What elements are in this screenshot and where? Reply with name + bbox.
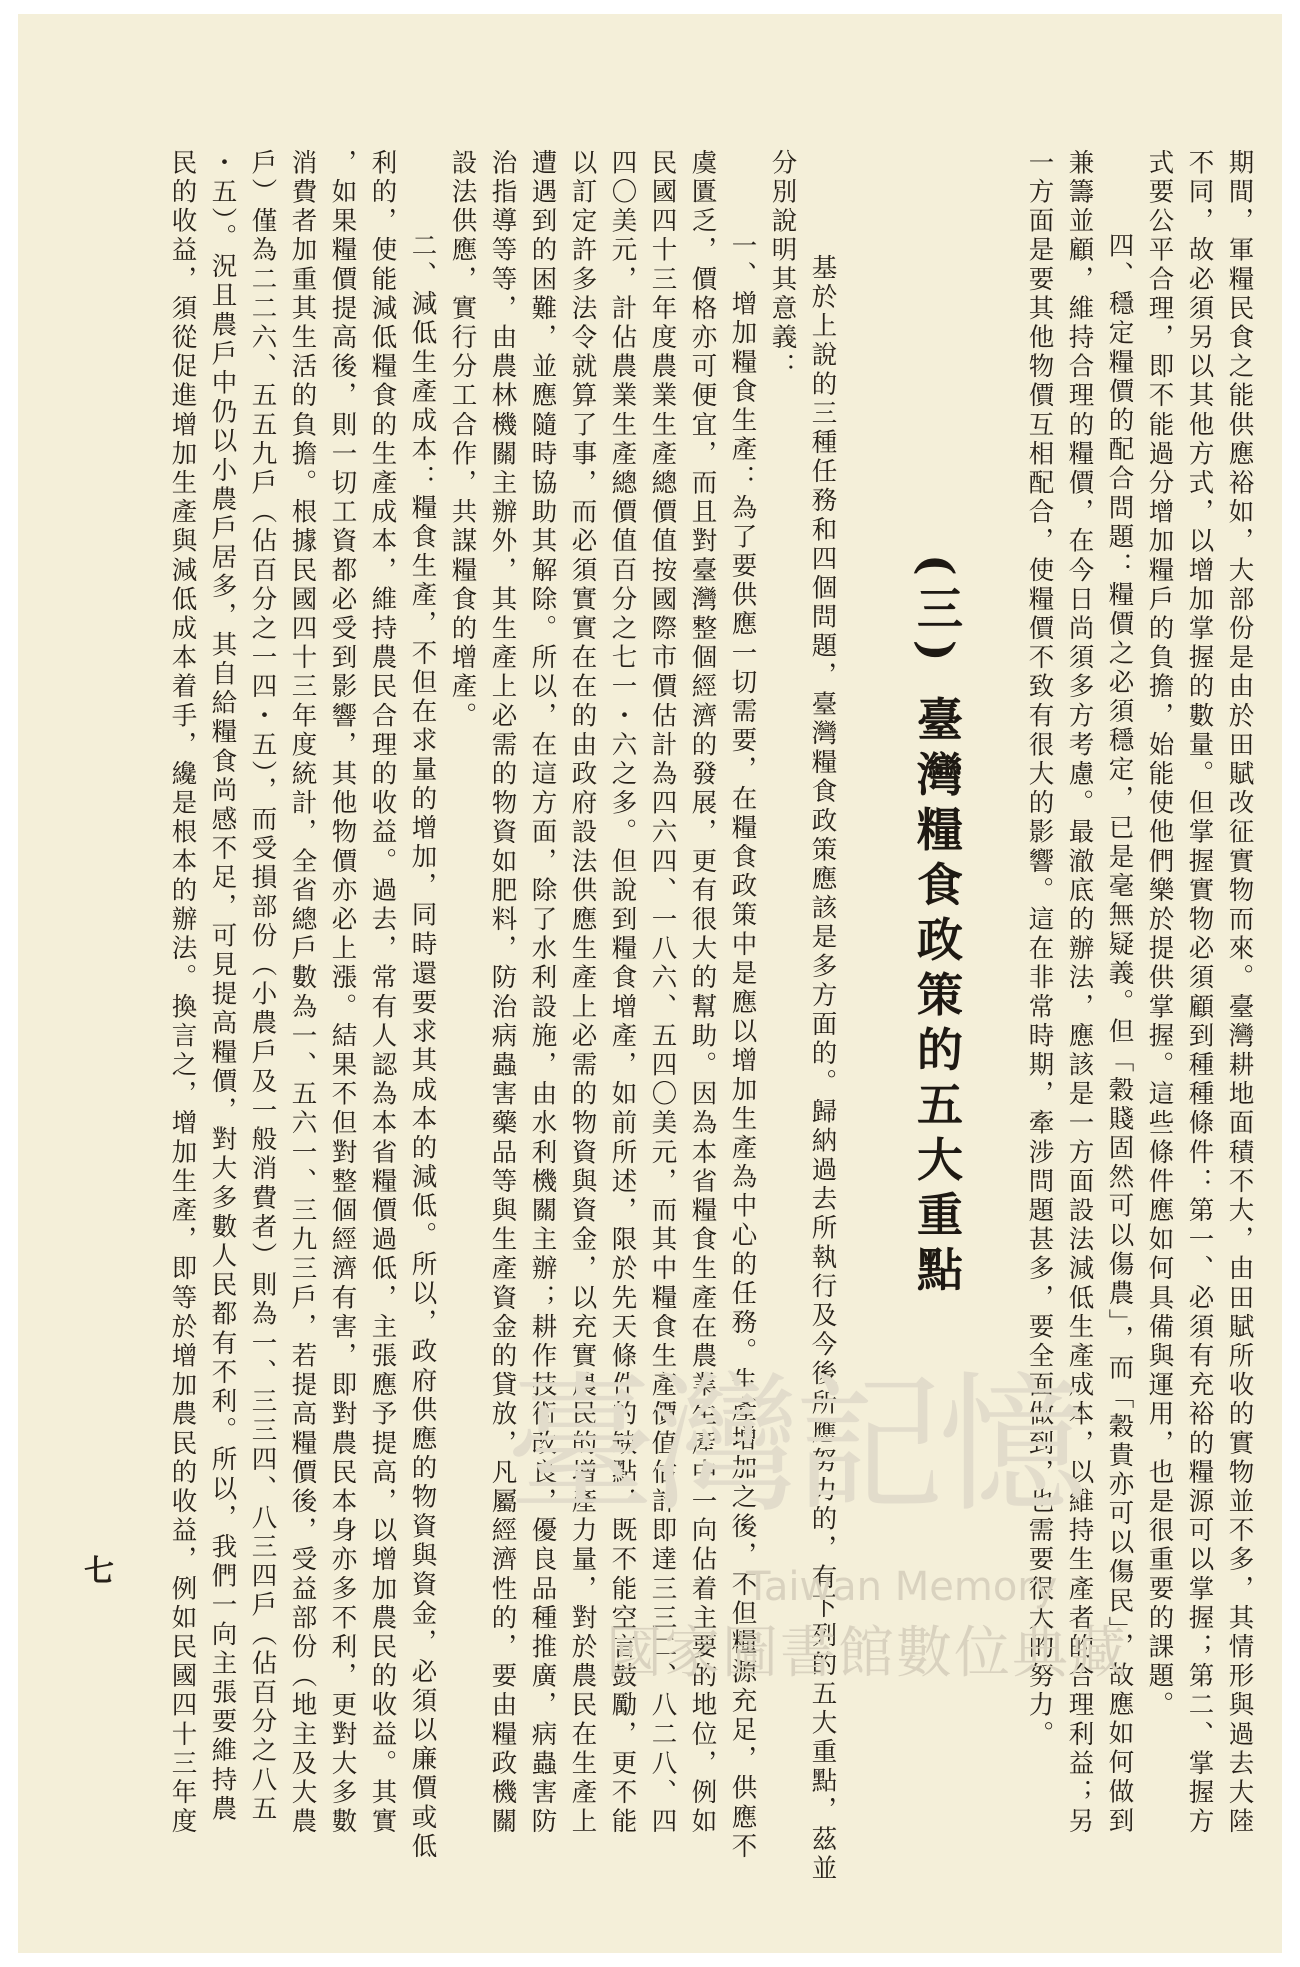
watermark-latin: Taiwan Memory — [746, 1564, 1058, 1610]
text-column: 利的，使能減低糧食的生產成本，維持農民合理的收益。過去，常有人認為本省糧價過低，主張應予提高，以增加農民的收益。其實 — [367, 149, 398, 1837]
text-column: 兼籌並顧，維持合理的糧價，在今日尚須多方考慮。最澈底的辦法，應該是一方面設法減低生產成本，以維持生產者的合理利益；另 — [1064, 149, 1095, 1837]
text-column: 戶）僅為二二六、五五九戶（佔百分之一四・五），而受損部份（小農戶及一般消費者）則為一、三三四、八三四戶（佔百分之八五 — [247, 149, 278, 1825]
text-column: 不同，故必須另以其他方式，以增加掌握的數量。但掌握實物必須顧到種種條件：第一、必須有充裕的糧源可以掌握；第二、掌握方 — [1184, 149, 1215, 1837]
text-column: 設法供應，實行分工合作，共謀糧食的增產。 — [447, 149, 478, 731]
text-column: 一方面是要其他物價互相配合，使糧價不致有很大的影響。這在非常時期，牽涉問題甚多，要全面做到，也需要很大的努力。 — [1024, 149, 1055, 1750]
text-column: 遭遇到的困難，並應隨時協助其解除。所以，在這方面，除了水利設施，由水利機關主辦；耕作技術改良，優良品種推廣，病蟲害防 — [527, 149, 558, 1837]
text-column: 以訂定許多法令就算了事，而必須實實在在的由政府設法供應生產上必需的物資與資金，以充實農民的增產力量，對於農民在生產上 — [567, 149, 598, 1837]
text-column: 消費者加重其生活的負擔。根據民國四十三年度統計，全省總戶數為一、五六一、三九三戶，若提高糧價後，受益部份（地主及大農 — [287, 149, 318, 1837]
document-page — [18, 14, 1282, 1953]
text-column: 分別說明其意義： — [767, 149, 798, 382]
text-column: 治指導等等，由農林機關主辦外，其生產上必需的物資如肥料，防治病蟲害藥品等與生產資金的貸放，凡屬經濟性的，要由糧政機關 — [487, 149, 518, 1837]
text-column: 二、減低生產成本：糧食生產，不但在求量的增加，同時還要求其成本的減低。所以，政府供應的物資與資金，必須以廉價或低 — [407, 232, 438, 1862]
page-number: 七 — [84, 1554, 114, 1589]
section-title: (三) 臺灣糧食政策的五大重點 — [910, 554, 964, 1301]
text-column: 一、增加糧食生產：為了要供應一切需要，在糧食政策中是應以增加生產為中心的任務。生產增加之後，不但糧源充足，供應不 — [727, 232, 758, 1862]
text-column: ，如果糧價提高後，則一切工資都必受到影響，其他物價亦必上漲。結果不但對整個經濟有害，即對農民本身亦多不利，更對大多數 — [327, 149, 358, 1837]
watermark-glyphs: 臺灣記憶 — [506, 1359, 1083, 1533]
text-column: ・五）。況且農戶中仍以小農戶居多，其自給糧食尚感不足，可見提高糧價，對大多數人民都有不利。所以，我們一向主張要維持農 — [207, 149, 238, 1825]
watermark — [506, 1359, 1266, 1844]
text-column: 民的收益，須從促進增加生產與減低成本着手，纔是根本的辦法。換言之，增加生產，即等於增加農民的收益，例如民國四十三年度 — [167, 149, 198, 1837]
watermark-library: 國家圖書館數位典藏 — [606, 1621, 1128, 1686]
text-column: 基於上說的三種任務和四個問題，臺灣糧食政策應該是多方面的。歸納過去所執行及今後所應努力的，有下列的五大重點，茲並 — [807, 254, 838, 1884]
text-column: 民國四十三年度農業生產總價值按國際市價估計為四六四、一八六、五四〇美元，而其中糧食生產價值估計即達三三二、八二八、四 — [647, 149, 678, 1837]
text-column: 期間，軍糧民食之能供應裕如，大部份是由於田賦改征實物而來。臺灣耕地面積不大，由田賦所收的實物並不多，其情形與過去大陸 — [1224, 149, 1255, 1837]
text-column: 四、穩定糧價的配合問題：糧價之必須穩定，已是毫無疑義。但「穀賤固然可以傷農」，而「穀貴亦可以傷民」，故應如何做到 — [1104, 232, 1135, 1837]
text-column: 式要公平合理，即不能過分增加糧戶的負擔，始能使他們樂於提供掌握。這些條件應如何具備與運用，也是很重要的課題。 — [1144, 149, 1175, 1721]
text-column: 虞匱乏，價格亦可便宜，而且對臺灣整個經濟的發展，更有很大的幫助。因為本省糧食生產在農業生產中一向佔着主要的地位，例如 — [687, 149, 718, 1837]
text-column: 四〇美元，計佔農業生產總價值百分之七一・六之多。但說到糧食增產，如前所述，限於先天條件的缺點，既不能空言鼓勵，更不能 — [607, 149, 638, 1837]
